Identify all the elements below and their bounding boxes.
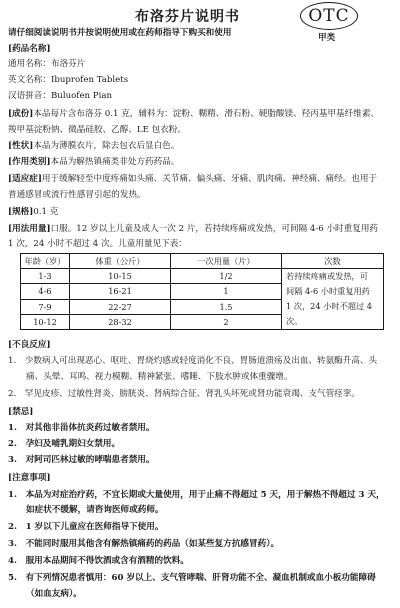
- indications-text: 用于缓解轻至中度疼痛如头痛、关节痛、偏头痛、牙痛、肌肉痛、神经痛、痛经。也用于: [41, 174, 378, 184]
- table-row: [21, 269, 384, 284]
- generic-name: 通用名称：布洛芬片: [8, 59, 86, 69]
- cautions-heading: [注意事项]: [8, 473, 51, 483]
- document-title: 布洛芬片说明书: [135, 9, 240, 25]
- header-weight: 体重（公斤）: [70, 254, 171, 269]
- usage-label: [用法用量]: [8, 224, 51, 234]
- header-dose: 一次用量（片）: [171, 254, 282, 269]
- cell-dose: 1.5: [171, 299, 282, 314]
- caution-item: 4. 服用本品期间不得饮酒或含有酒精的饮料。: [8, 556, 189, 566]
- otc-badge: [300, 2, 358, 30]
- frequency-note: 若持续疼痛或发热，可间隔 4-6 小时重复用药 1 次，24 小时不超过 4 次。: [286, 271, 372, 326]
- caution-item: 1. 本品为对症治疗药，不宜长期或大量使用，用于止痛不得超过 5 天，用于解热不得超过 3 天，: [8, 490, 385, 500]
- caution-item: 2. 1 岁以下儿童应在医师指导下使用。: [8, 522, 164, 532]
- cell-weight: 28-32: [70, 314, 171, 329]
- category-label: [作用类别]: [8, 157, 51, 167]
- otc-class: 甲类: [318, 33, 336, 43]
- cell-dose: 1/2: [171, 269, 282, 284]
- adverse-item-1-cont: 痛、头晕、耳鸣、视力模糊、精神紧张、嗜睡、下肢水肿或体重骤增。: [26, 372, 293, 382]
- indications-label: [适应症]: [8, 174, 42, 184]
- cell-weight: 22-27: [70, 299, 171, 314]
- strength-label: [规格]: [8, 207, 34, 217]
- cell-age: 7-9: [21, 299, 70, 314]
- composition-label: [成份]: [8, 109, 34, 119]
- category-section: [8, 156, 179, 168]
- header-age: 年龄（岁）: [21, 254, 70, 269]
- name-heading: [药品名称]: [8, 44, 51, 54]
- indications-section: [8, 173, 377, 185]
- adverse-item-1: 1. 少数病人可出现恶心、呕吐、胃烧灼感或轻度消化不良、胃肠道溃疡及出血、转氨酶升高、头: [8, 356, 378, 366]
- composition-section: [8, 108, 379, 120]
- indications-text-2: 普通感冒或流行性感冒引起的发热。: [8, 190, 146, 200]
- frequency-note-cell: [282, 269, 384, 330]
- composition-text-2: 羧甲基淀粉钠、微晶硅胶、乙醇、LE 包衣粉。: [8, 125, 186, 135]
- usage-text-2: 1 次，24 小时不超过 4 次。儿童用量见下表：: [8, 239, 187, 249]
- strength-section: [8, 206, 58, 218]
- usage-instruction: 请仔细阅读说明书并按说明使用或在药师指导下购买和使用: [8, 28, 232, 38]
- properties-section: [8, 140, 179, 152]
- cell-weight: 16-21: [70, 284, 171, 299]
- dose-table: [20, 253, 384, 330]
- properties-text: 本品为薄膜衣片，除去包衣后显白色。: [33, 141, 180, 151]
- cell-dose: 1: [171, 284, 282, 299]
- header-frequency: 次数: [282, 254, 384, 269]
- contraindication-item: 1. 对其他非甾体抗炎药过敏者禁用。: [8, 423, 155, 433]
- cell-age: 1-3: [21, 269, 70, 284]
- contraindication-item: 2. 孕妇及哺乳期妇女禁用。: [8, 439, 121, 449]
- cell-age: 10-12: [21, 314, 70, 329]
- cell-dose: 2: [171, 314, 282, 329]
- composition-text: 本品每片含布洛芬 0.1 克，辅料为：淀粉、糊精、滑石粉、硬脂酸镁、羟丙基甲基纤维素、: [33, 109, 380, 119]
- category-text: 本品为解热镇痛类非处方药药品。: [50, 157, 180, 167]
- cell-age: 4-6: [21, 284, 70, 299]
- english-name: 英文名称：Ibuprofen Tablets: [8, 75, 129, 85]
- usage-section: [8, 223, 378, 235]
- caution-item-cont: （如血友病）。: [26, 589, 82, 599]
- usage-text: 口服。12 岁以上儿童及成人一次 2 片，若持续疼痛或发热，可间隔 4-6 小时重复用药: [50, 224, 379, 234]
- properties-label: [性状]: [8, 141, 34, 151]
- cell-weight: 10-15: [70, 269, 171, 284]
- caution-item-cont: 如症状不缓解，请咨询医师或药师。: [26, 505, 164, 515]
- table-header-row: [21, 254, 384, 269]
- contraindication-item: 3. 对阿司匹林过敏的哮喘患者禁用。: [8, 455, 155, 465]
- adverse-heading: [不良反应]: [8, 340, 51, 350]
- otc-mark: OTC: [308, 6, 350, 26]
- adverse-item-2: 2. 罕见皮疹、过敏性肾炎、膀胱炎、肾病综合征、肾乳头坏死或肾功能衰竭、支气管痉挛。: [8, 389, 360, 399]
- contraindications-heading: [禁忌]: [8, 407, 34, 417]
- strength-text: 0.1 克: [33, 207, 59, 217]
- pinyin-name: 汉语拼音：Buluofen Pian: [8, 91, 112, 101]
- caution-item: 3. 不能同时服用其他含有解热镇痛药的药品（如某些复方抗感冒药）。: [8, 539, 280, 549]
- caution-item: 5. 有下列情况患者慎用：60 岁以上、支气管哮喘、肝肾功能不全、凝血机制或血小板功能障碍: [8, 573, 376, 583]
